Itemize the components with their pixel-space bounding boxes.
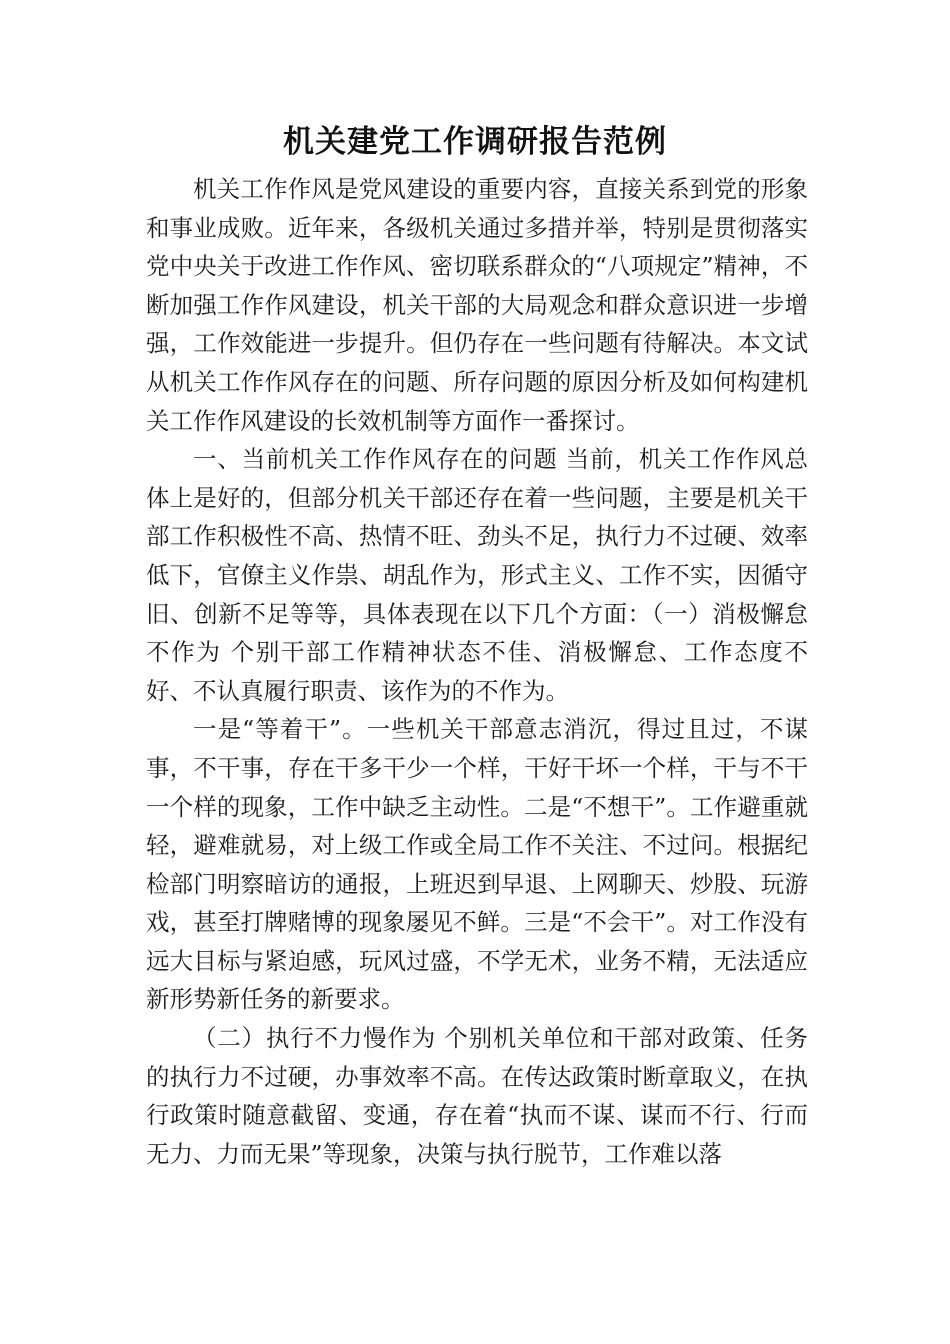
paragraph-section-one: 一、当前机关工作作风存在的问题 当前，机关工作作风总体上是好的，但部分机关干部还存在着一些问题，主要是机关干部工作积极性不高、热情不旺、劲头不足，执行力不过硬、效率低下，官僚主义作祟、胡乱作为，形式主义、工作不实，因循守旧、创新不足等等，具体表现在以下几个方面：（一）消极懈怠不作为 个别干部工作精神状态不佳、消极懈怠、工作态度不好、不认真履行职责、该作为的不作为。 bbox=[146, 445, 808, 705]
paragraph-intro: 机关工作作风是党风建设的重要内容，直接关系到党的形象和事业成败。近年来，各级机关通过多措并举，特别是贯彻落实党中央关于改进工作作风、密切联系群众的“八项规定”精神，不断加强工作作风建设，机关干部的大局观念和群众意识进一步增强，工作效能进一步提升。但仍存在一些问题有待解决。本文试从机关工作作风存在的问题、所存问题的原因分析及如何构建机关工作作风建设的长效机制等方面作一番探讨。 bbox=[146, 175, 808, 435]
document-body bbox=[146, 170, 808, 1173]
paragraph-three-types: 一是“等着干”。一些机关干部意志消沉，得过且过，不谋事，不干事，存在干多干少一个样，干好干坏一个样，干与不干一个样的现象，工作中缺乏主动性。二是“不想干”。工作避重就轻，避难就易，对上级工作或全局工作不关注、不过问。根据纪检部门明察暗访的通报，上班迟到早退、上网聊天、炒股、玩游戏，甚至打牌赌博的现象屡见不鲜。三是“不会干”。对工作没有远大目标与紧迫感，玩风过盛，不学无术，业务不精，无法适应新形势新任务的新要求。 bbox=[146, 715, 808, 1014]
document-title: 机关建党工作调研报告范例 bbox=[283, 124, 667, 160]
paragraph-section-two: （二）执行不力慢作为 个别机关单位和干部对政策、任务的执行力不过硬，办事效率不高。在传达政策时断章取义，在执行政策时随意截留、变通，存在着“执而不谋、谋而不行、行而无力、力而无果”等现象，决策与执行脱节，工作难以落 bbox=[146, 1024, 808, 1168]
